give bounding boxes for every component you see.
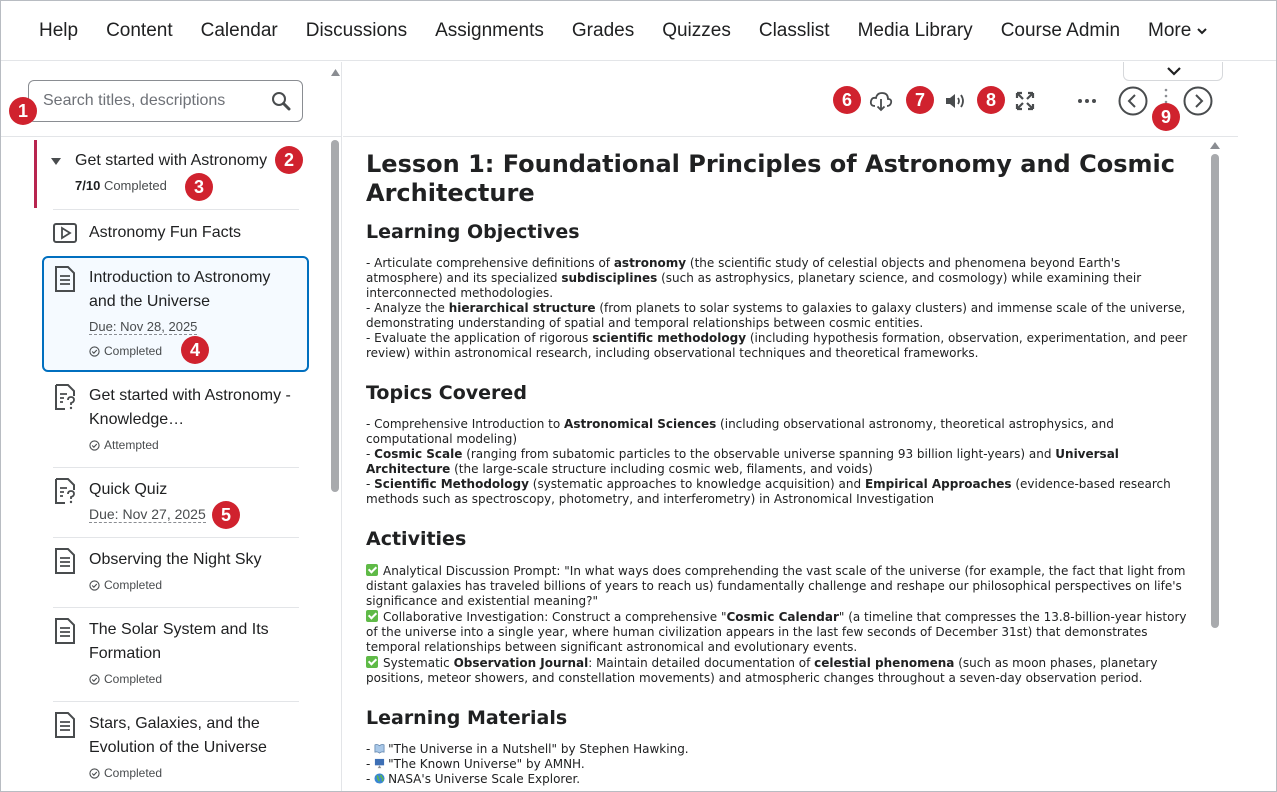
nav-classlist[interactable]: Classlist — [758, 19, 830, 41]
materials-text: - "The Universe in a Nutshell" by Stephen Hawking. - "The Known Universe" by AMNH. - NASA's Universe Scale Explorer. — [366, 742, 689, 786]
document-icon — [53, 266, 77, 292]
next-topic-icon[interactable] — [1183, 86, 1213, 116]
search-icon[interactable] — [271, 91, 291, 111]
item-status-label: Attempted — [104, 438, 159, 452]
nav-more-label: More — [1148, 19, 1192, 41]
search-field[interactable] — [28, 80, 303, 122]
checkmark-icon — [366, 610, 378, 622]
nav-course-admin[interactable]: Course Admin — [1000, 19, 1121, 41]
callout-badge: 9 — [1152, 103, 1180, 131]
nav-discussions[interactable]: Discussions — [305, 19, 408, 41]
module-title[interactable]: Get started with Astronomy — [75, 152, 268, 169]
search-input[interactable] — [43, 92, 263, 110]
quiz-icon — [53, 478, 77, 504]
topics-text: - Comprehensive Introduction to Astronomical Sciences (including observational astronomy, theoretical astrophysics, and computational modeling) - Cosmic Scale (ranging from subatomic particles to the observable universe spanning 93 billion light-years) and Universal Architecture (the large-scale structure including cosmic web, filaments, and voids) - Scientific Methodology (systematic approaches to knowledge acquisition) and Empirical Approaches (evidence-based research methods such as spectroscopy, photometry, and interferometry) in Astronomical Investigation — [366, 417, 1171, 506]
item-title[interactable]: Stars, Galaxies, and the Evolution of the Universe — [89, 715, 267, 756]
lesson-title: Lesson 1: Foundational Principles of Astronomy and Cosmic Architecture — [366, 150, 1175, 207]
item-title[interactable]: Get started with Astronomy - Knowledge… — [89, 387, 291, 428]
callout-badge: 8 — [977, 86, 1005, 114]
item-title[interactable]: The Solar System and Its Formation — [89, 621, 269, 662]
module-progress-count: 7/10 — [75, 178, 101, 193]
item-status-label: Completed — [104, 344, 163, 358]
list-item[interactable] — [53, 548, 299, 598]
module-header[interactable] — [34, 140, 299, 208]
video-icon — [53, 221, 77, 247]
callout-badge: 6 — [833, 86, 861, 114]
list-item-selected[interactable] — [53, 266, 299, 366]
nav-calendar[interactable]: Calendar — [200, 19, 278, 41]
collapse-header-tab[interactable] — [1123, 62, 1223, 81]
fullscreen-icon[interactable] — [1013, 89, 1037, 113]
content-toolbar — [343, 62, 1238, 137]
item-due-date: Due: Nov 27, 2025 — [89, 506, 206, 522]
more-options-icon[interactable] — [1075, 89, 1099, 113]
item-status — [89, 438, 159, 452]
content-scroll-up-arrow[interactable] — [1210, 142, 1220, 149]
item-separator — [53, 467, 299, 468]
check-circle-icon — [89, 346, 100, 357]
item-due-date: Due: Nov 28, 2025 — [89, 319, 198, 334]
section-heading-activities: Activities — [366, 528, 467, 550]
item-separator — [53, 537, 299, 538]
nav-media-library[interactable]: Media Library — [857, 19, 973, 41]
check-circle-icon — [89, 440, 100, 451]
list-item[interactable] — [53, 478, 299, 528]
item-title[interactable]: Astronomy Fun Facts — [89, 224, 242, 241]
sidebar-scroll-up-arrow[interactable] — [331, 69, 340, 76]
callout-badge: 1 — [9, 97, 37, 125]
quiz-icon — [53, 384, 77, 410]
item-status-label: Completed — [104, 578, 163, 592]
lesson-document — [366, 150, 1201, 792]
chevron-down-icon — [1167, 66, 1181, 76]
objectives-text: - Articulate comprehensive definitions of astronomy (the scientific study of celestial objects and phenomena beyond Earth's atmosphere) and its specialized subdisciplines (such as astrophysics, planetary science, and cosmology) while examining their interconnected methodologies. - Analyze the hierarchical structure (from planets to solar systems to galaxies to galaxy clusters) and immense scale of the universe, demonstrating understanding of spatial and temporal relationships between cosmic entities. - Evaluate the application of rigorous scientific methodology (including hypothesis formation, observation, experimentation, and peer review) within astronomical research, including observational techniques and theoretical frameworks. — [366, 256, 1188, 360]
callout-badge: 2 — [275, 146, 303, 174]
module-progress — [75, 178, 167, 193]
section-heading-objectives: Learning Objectives — [366, 221, 580, 243]
sidebar-scrollbar[interactable] — [331, 140, 339, 492]
item-title[interactable]: Observing the Night Sky — [89, 551, 262, 568]
divider-dots-icon — [1164, 88, 1168, 104]
section-heading-topics: Topics Covered — [366, 382, 527, 404]
list-item[interactable] — [53, 712, 299, 786]
nav-quizzes[interactable]: Quizzes — [662, 19, 731, 41]
checkmark-icon — [366, 656, 378, 668]
video-screen-icon — [374, 758, 385, 769]
caret-down-icon[interactable] — [51, 158, 61, 166]
item-title[interactable]: Introduction to Astronomy and the Universe — [89, 269, 271, 310]
nav-content[interactable]: Content — [106, 19, 173, 41]
item-status — [89, 344, 162, 358]
check-circle-icon — [89, 580, 100, 591]
audio-speaker-icon[interactable] — [943, 89, 967, 113]
list-item[interactable] — [53, 221, 299, 249]
callout-badge: 5 — [212, 501, 240, 529]
check-circle-icon — [89, 768, 100, 779]
globe-icon — [374, 773, 385, 784]
item-status — [89, 672, 162, 686]
download-icon[interactable] — [869, 89, 893, 113]
check-circle-icon — [89, 674, 100, 685]
activities-text: Analytical Discussion Prompt: "In what ways does comprehending the vast scale of the universe (for example, the fact that light from distant galaxies has traveled billions of years to reach us) fundamentally challenge and reshape our philosophical perspectives on life's significance and existential meaning?" Collaborative Investigation: Construct a comprehensive "Cosmic Calendar" (a timeline that compresses the 13.8-billion-year history of the universe into a single year, where human civilization appears in the last few seconds of December 31st) that demonstrates temporal relationships between significant astronomical and evolutionary events. Systematic Observation Journal: Maintain detailed documentation of celestial phenomena (such as moon phases, planetary positions, meteor showers, and constellation movements) and atmospheric changes throughout a seven-day observation period. — [366, 564, 1187, 685]
nav-grades[interactable]: Grades — [571, 19, 635, 41]
item-title[interactable]: Quick Quiz — [89, 481, 168, 498]
item-separator — [53, 701, 299, 702]
document-icon — [53, 618, 77, 644]
list-item[interactable] — [53, 384, 299, 454]
document-icon — [53, 712, 77, 738]
nav-assignments[interactable]: Assignments — [435, 19, 544, 41]
item-status — [89, 766, 162, 780]
callout-badge: 4 — [181, 336, 209, 364]
item-status-label: Completed — [104, 672, 163, 686]
nav-more-menu[interactable] — [1134, 20, 1221, 42]
section-heading-materials: Learning Materials — [366, 707, 568, 729]
item-status-label: Completed — [104, 766, 163, 780]
sidebar-divider — [1, 136, 341, 137]
item-separator — [53, 607, 299, 608]
checkmark-icon — [366, 564, 378, 576]
content-scrollbar[interactable] — [1211, 154, 1219, 628]
module-progress-label: Completed — [103, 178, 167, 193]
document-icon — [53, 548, 77, 574]
book-icon — [374, 743, 385, 754]
previous-topic-icon[interactable] — [1118, 86, 1148, 116]
nav-help[interactable]: Help — [39, 19, 79, 41]
chevron-down-icon — [1197, 26, 1207, 36]
course-navbar — [1, 1, 1276, 61]
callout-badge: 3 — [185, 173, 213, 201]
item-status — [89, 578, 162, 592]
callout-badge: 7 — [906, 86, 934, 114]
item-separator — [53, 209, 299, 210]
list-item[interactable] — [53, 618, 299, 692]
